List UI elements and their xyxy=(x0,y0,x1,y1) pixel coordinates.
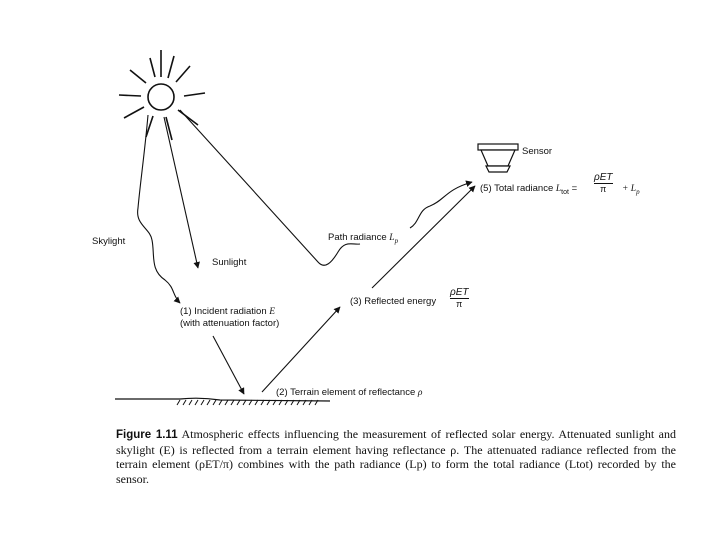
total-fraction xyxy=(594,173,613,194)
total-plus-term xyxy=(622,183,640,198)
incident-label xyxy=(180,306,279,329)
path-radiance-arrow xyxy=(410,182,472,228)
sun-icon xyxy=(119,50,205,140)
skylight-label: Skylight xyxy=(92,236,126,247)
total-sub: tot xyxy=(561,188,569,196)
total-plus-sub: p xyxy=(636,187,640,196)
total-radiance-label xyxy=(480,183,577,198)
total-plus: + L xyxy=(622,184,637,194)
sunlight-arrow xyxy=(164,117,198,268)
total-den: π xyxy=(594,183,613,194)
reflected-den: π xyxy=(450,298,469,309)
total-symbol: L xyxy=(555,184,562,194)
incident-arrow xyxy=(213,336,244,394)
ground-hatch-icon xyxy=(115,398,330,405)
caption-text: Atmospheric effects influencing the measurement of reflected solar energy. Attenuated sunlight and skylight (E) is reflected from a terrain element having reflectance ρ. The attenuated radiance reflected from the terrain element (ρET/π) combines with the path radiance (Lp) to form the total radiance (Ltot) recorded by the sensor. xyxy=(116,427,676,486)
terrain-label xyxy=(276,387,422,399)
total-num: ρET xyxy=(594,172,613,183)
path-radiance-text: Path radiance xyxy=(328,232,387,243)
total-text: (5) Total radiance xyxy=(480,183,554,194)
path-radiance-symbol: L xyxy=(389,233,395,243)
skylight-arrow xyxy=(138,115,180,303)
path-radiance-sub: p xyxy=(394,236,399,245)
figure-caption xyxy=(116,427,676,486)
sensor-label: Sensor xyxy=(522,146,553,157)
reflected-energy-label: (3) Reflected energy xyxy=(350,296,437,307)
incident-line1: (1) Incident radiation xyxy=(180,306,267,317)
reflected-num: ρET xyxy=(450,287,469,298)
terrain-text: (2) Terrain element of reflectance xyxy=(276,387,416,398)
sensor-icon xyxy=(478,144,518,172)
figure-label: Figure 1.11 xyxy=(116,429,178,441)
path-radiance-label xyxy=(328,232,398,247)
incident-symbol: E xyxy=(269,307,276,317)
total-eq: = xyxy=(571,183,578,194)
reflected-energy-fraction xyxy=(450,288,469,309)
incident-line2: (with attenuation factor) xyxy=(180,318,280,329)
sunlight-label: Sunlight xyxy=(212,257,247,268)
terrain-symbol: ρ xyxy=(417,388,423,398)
